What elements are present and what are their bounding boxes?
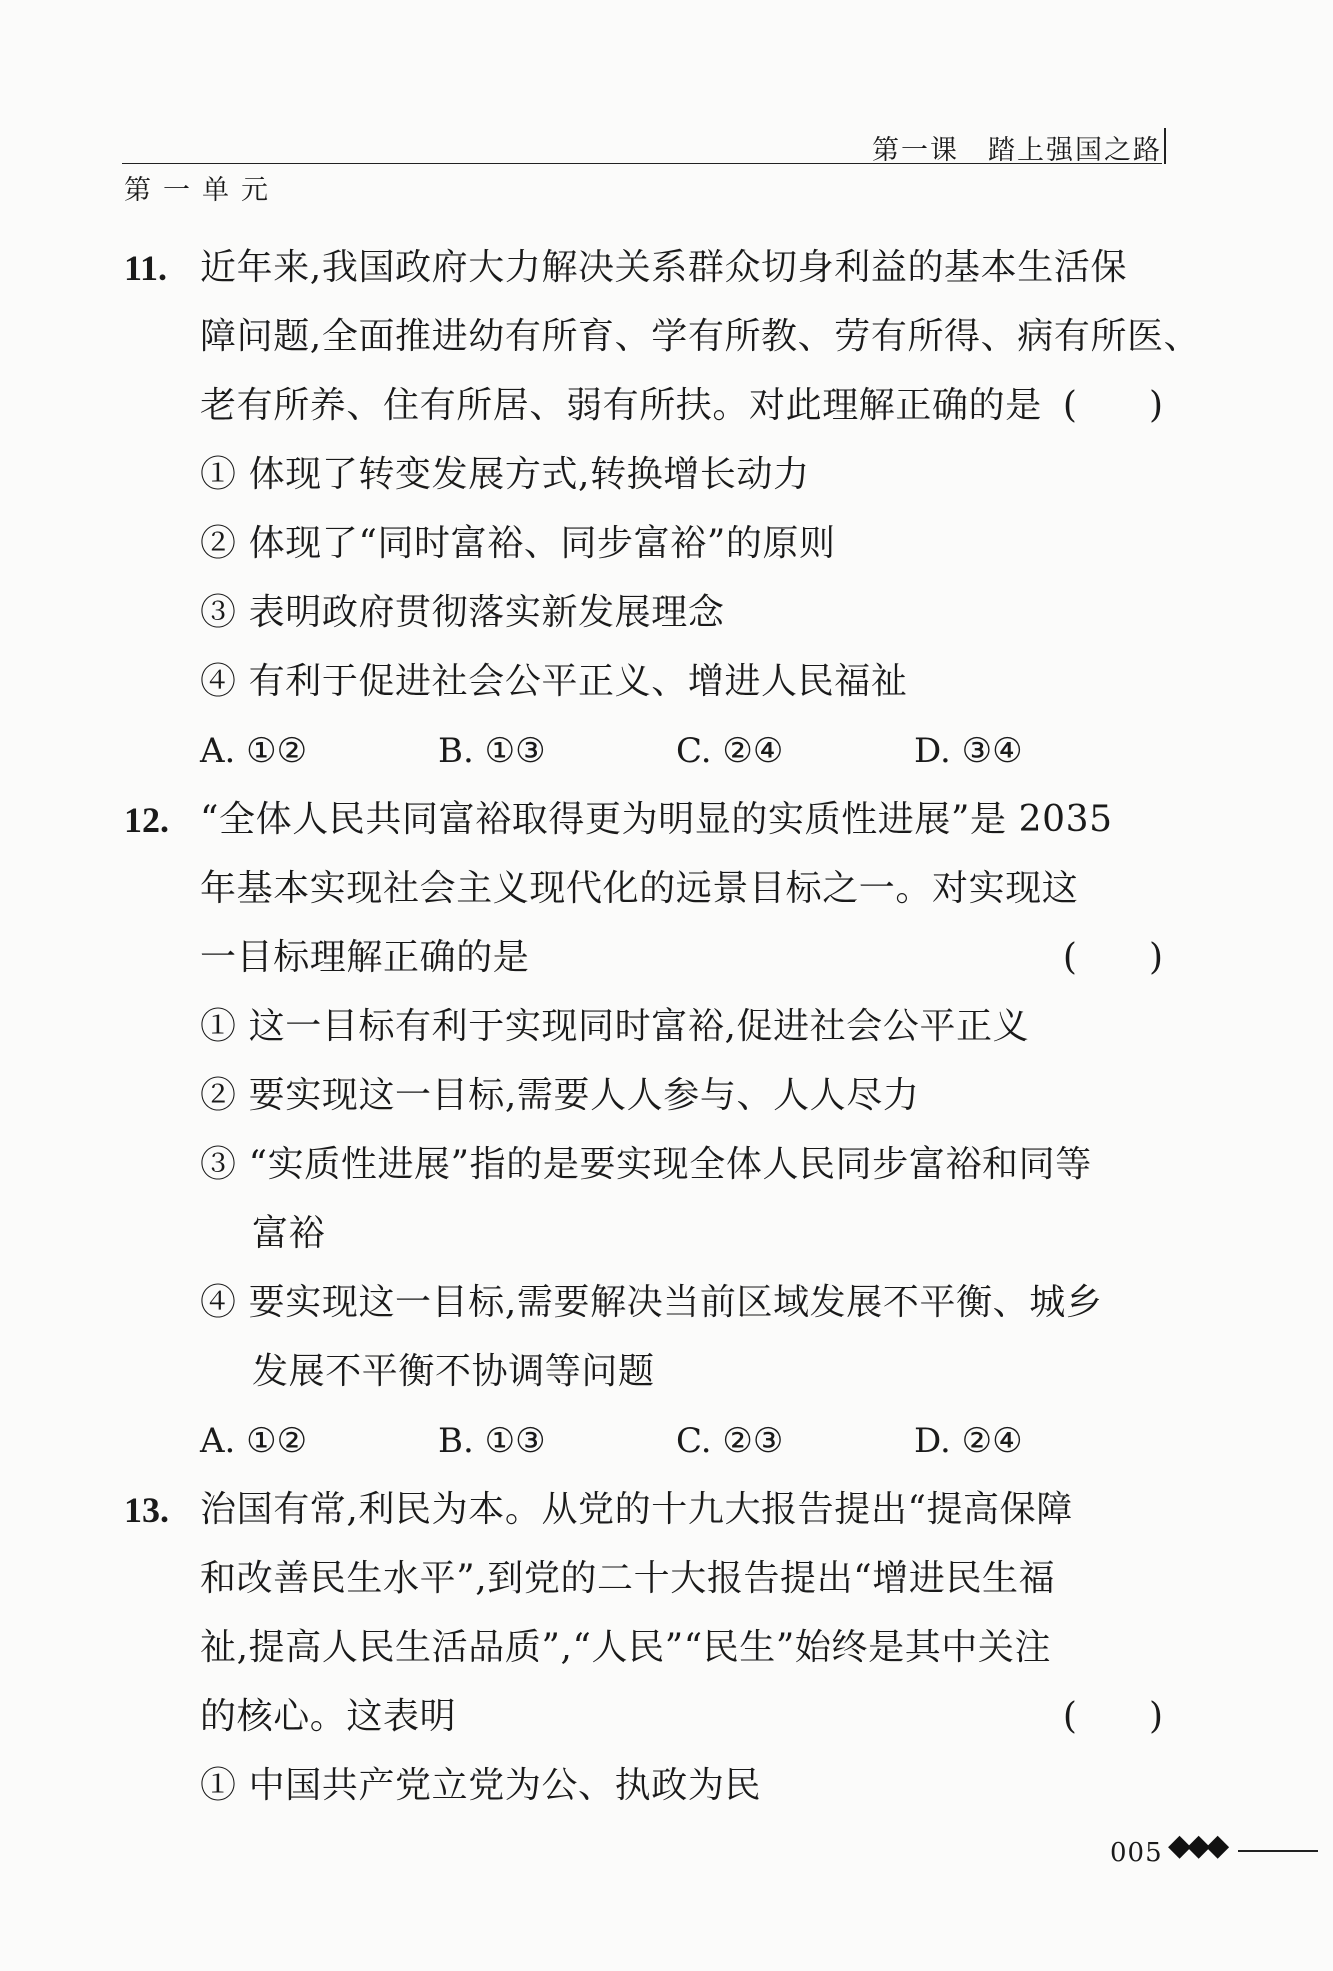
statement-item: ③ “实质性进展”指的是要实现全体人民同步富裕和同等 xyxy=(200,1144,1092,1185)
option-d[interactable]: D. ③④ xyxy=(914,731,1023,771)
footer-rule xyxy=(1238,1850,1318,1852)
statement-item: ④ 有利于促进社会公平正义、增进人民福祉 xyxy=(200,661,908,702)
option-c[interactable]: C. ②④ xyxy=(676,731,784,771)
statement-item: ① 中国共产党立党为公、执政为民 xyxy=(200,1765,762,1806)
unit-label: 第一单元 xyxy=(124,175,280,206)
option-a[interactable]: A. ①② xyxy=(200,1421,308,1461)
question-stem-line: 近年来,我国政府大力解决关系群众切身利益的基本生活保 xyxy=(200,247,1128,288)
option-b[interactable]: B. ①③ xyxy=(438,1421,546,1461)
question-stem-line: 年基本实现社会主义现代化的远景目标之一。对实现这 xyxy=(200,868,1079,909)
statement-item: ① 这一目标有利于实现同时富裕,促进社会公平正义 xyxy=(200,1006,1030,1047)
option-a[interactable]: A. ①② xyxy=(200,731,308,771)
question-stem-line: “全体人民共同富裕取得更为明显的实质性进展”是 2035 xyxy=(200,799,1113,840)
header-rule xyxy=(122,163,1162,164)
page-number: 005 xyxy=(1110,1838,1163,1868)
statement-item: ③ 表明政府贯彻落实新发展理念 xyxy=(200,592,725,633)
answer-blank[interactable]: ( ) xyxy=(1062,1696,1163,1737)
option-b[interactable]: B. ①③ xyxy=(438,731,546,771)
statement-item: ④ 要实现这一目标,需要解决当前区域发展不平衡、城乡 xyxy=(200,1282,1103,1323)
question-stem-line: 障问题,全面推进幼有所育、学有所教、劳有所得、病有所医、 xyxy=(200,316,1201,357)
option-c[interactable]: C. ②③ xyxy=(676,1421,784,1461)
question-stem-line: 一目标理解正确的是 xyxy=(200,937,530,978)
option-d[interactable]: D. ②④ xyxy=(914,1421,1023,1461)
question-stem-line: 老有所养、住有所居、弱有所扶。对此理解正确的是 xyxy=(200,385,1042,426)
statement-item: ② 体现了“同时富裕、同步富裕”的原则 xyxy=(200,523,836,564)
answer-blank[interactable]: ( ) xyxy=(1062,937,1163,978)
question-stem-line: 祉,提高人民生活品质”,“人民”“民生”始终是其中关注 xyxy=(200,1627,1052,1668)
question-stem-line: 治国有常,利民为本。从党的十九大报告提出“提高保障 xyxy=(200,1489,1073,1530)
header-divider xyxy=(1164,128,1166,164)
statement-item-continued: 发展不平衡不协调等问题 xyxy=(252,1351,655,1392)
question-number: 13. xyxy=(124,1490,169,1530)
question-number: 12. xyxy=(124,800,169,840)
answer-blank[interactable]: ( ) xyxy=(1062,385,1163,426)
question-stem-line: 的核心。这表明 xyxy=(200,1696,457,1737)
statement-item: ② 要实现这一目标,需要人人参与、人人尽力 xyxy=(200,1075,920,1116)
statement-item-continued: 富裕 xyxy=(252,1213,326,1254)
statement-item: ① 体现了转变发展方式,转换增长动力 xyxy=(200,454,810,495)
diamond-ornament-icon: ◆◆◆ xyxy=(1168,1828,1226,1863)
question-number: 11. xyxy=(124,248,168,288)
question-stem-line: 和改善民生水平”,到党的二十大报告提出“增进民生福 xyxy=(200,1558,1056,1599)
lesson-title: 第一课 踏上强国之路 xyxy=(872,135,1162,166)
